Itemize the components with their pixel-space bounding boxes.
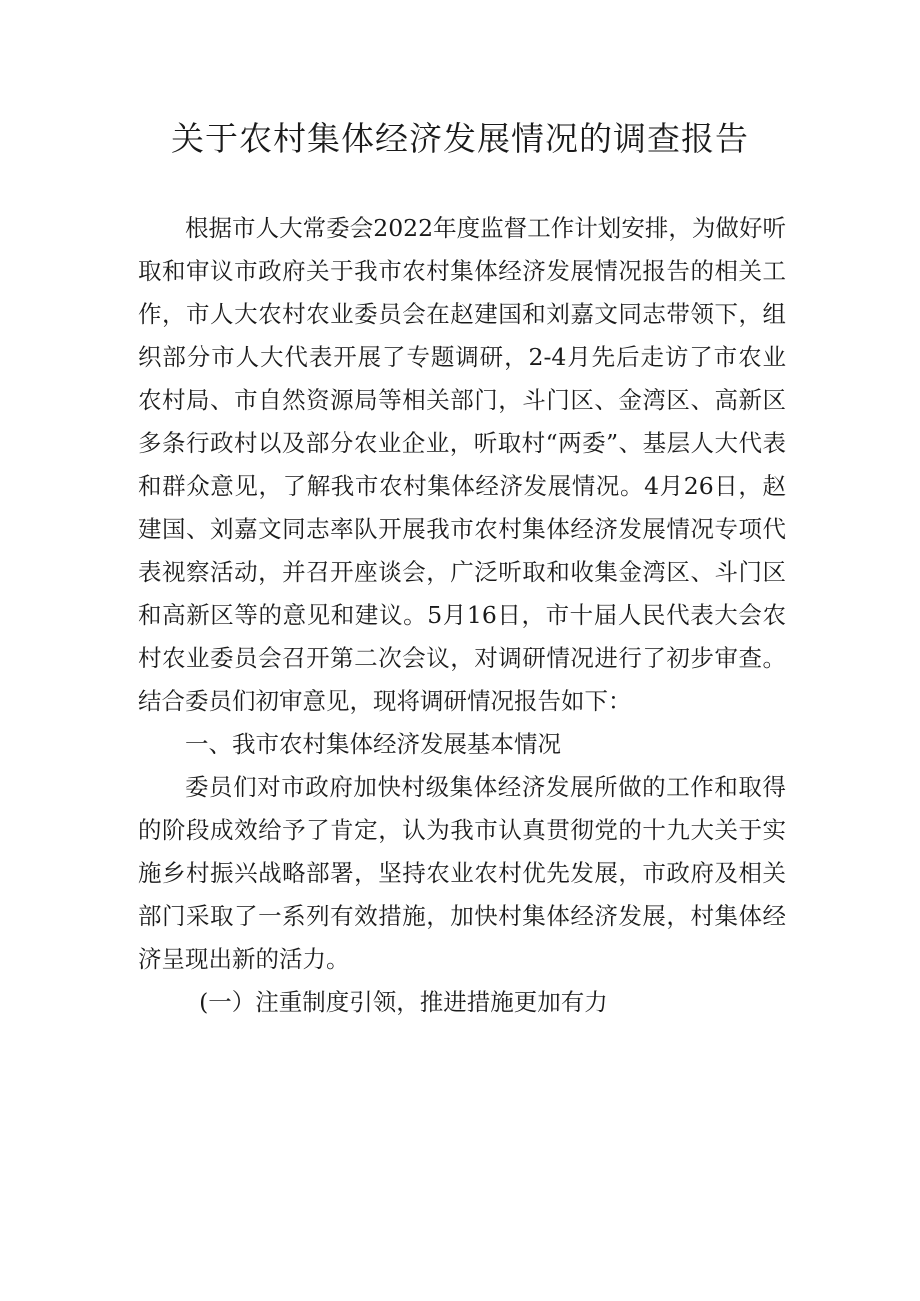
paragraph-summary: 委员们对市政府加快村级集体经济发展所做的工作和取得的阶段成效给予了肯定，认为我市认真贯彻党的十九大关于实施乡村振兴战略部署，坚持农业农村优先发展，市政府及相关部门采取了一系列有效措施，加快村集体经济发展，村集体经济呈现出新的活力。 bbox=[138, 773, 786, 973]
subsection-heading-1: (一）注重制度引领，推进措施更加有力 bbox=[199, 988, 608, 1016]
paragraph-intro: 根据市人大常委会2022年度监督工作计划安排，为做好听取和审议市政府关于我市农村集体经济发展情况报告的相关工作，市人大农村农业委员会在赵建国和刘嘉文同志带领下，组织部分市人大代表开展了专题调研，2-4月先后走访了市农业农村局、市自然资源局等相关部门，斗门区、金湾区、高新区多条行政村以及部分农业企业，听取村“两委”、基层人大代表和群众意见，了解我市农村集体经济发展情况。4月26日，赵建国、刘嘉文同志率队开展我市农村集体经济发展情况专项代表视察活动，并召开座谈会，广泛听取和收集金湾区、斗门区和高新区等的意见和建议。5月16日，市十届人民代表大会农村农业委员会召开第二次会议，对调研情况进行了初步审查。结合委员们初审意见，现将调研情况报告如下： bbox=[138, 214, 786, 715]
document-body bbox=[138, 207, 786, 1024]
document-title: 关于农村集体经济发展情况的调查报告 bbox=[171, 119, 749, 158]
section-heading-1: 一、我市农村集体经济发展基本情况 bbox=[185, 730, 561, 758]
